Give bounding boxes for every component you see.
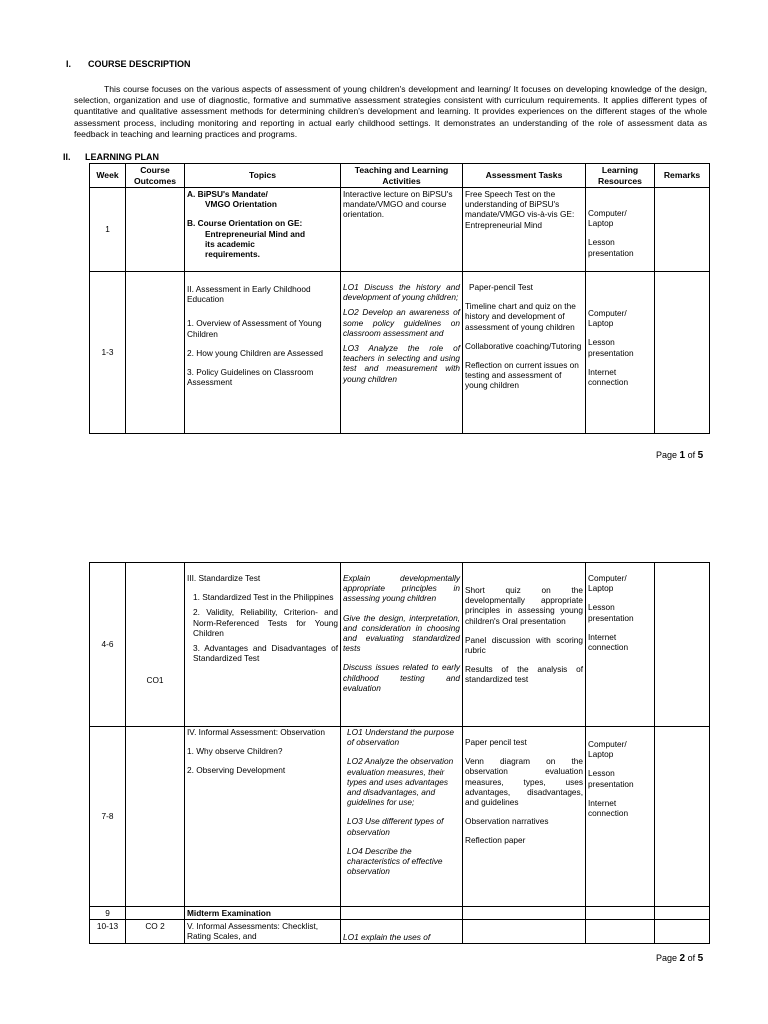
activity-cell [341,563,463,727]
activity-cell: Interactive lecture on BiPSU's mandate/VMGO and course orientation. [341,188,463,272]
activity-item: LO1 explain the uses of [343,932,431,942]
section-heading-learning-plan [63,152,159,162]
task-cell: Free Speech Test on the understanding of BiPSU's mandate/VMGO vis-à-vis GE: Entrepreneurial Mind [463,188,586,272]
topic-line: A. BiPSU's Mandate/ [187,189,268,199]
week-cell: 10-13 [90,920,126,944]
task-item: Panel discussion with scoring rubric [465,634,583,656]
topic-line: II. Assessment in Early Childhood Education [187,284,311,305]
week-cell: 1 [90,188,126,272]
resources-cell [586,272,655,434]
activity-item: LO1 Understand the purpose of observation [347,727,455,748]
topic-line: 3. Advantages and Disadvantages of Standardized Test [193,643,338,664]
task-item: Observation narratives [465,816,549,827]
remarks-cell [655,727,710,907]
topic-line: 2. Observing Development [187,765,286,776]
task-cell [463,272,586,434]
week-cell: 4-6 [90,563,126,727]
activity-item: Discuss issues related to early childhood testing and evaluation [343,662,460,693]
section-heading-course-description [66,59,191,69]
page-total: 5 [697,953,704,964]
remarks-cell [655,920,710,944]
task-item: Results of the analysis of standardized test [465,664,583,685]
outcome-cell [126,272,185,434]
topic-line: 3. Policy Guidelines on Classroom Assessment [187,367,314,388]
topic-cell [185,727,341,907]
resources-cell [586,563,655,727]
topic-line: 2. How young Children are Assessed [187,347,324,358]
topic-line: III. Standardize Test [187,573,261,583]
learning-plan-table-page-1 [89,163,710,434]
table-row [90,727,710,907]
topic-line: 1. Overview of Assessment of Young Children [187,318,322,339]
resource-item: Computer/ Laptop [588,308,627,329]
activity-item: Explain developmentally appropriate principles in assessing young children [343,573,460,604]
task-item: Collaborative coaching/Tutoring [465,340,582,351]
page-of: of [687,953,696,963]
topic-line: 1. Standardized Test in the Philippines [193,592,334,603]
table-row [90,563,710,727]
topic-line: 2. Validity, Reliability, Criterion- and Norm-Referenced Tests for Young Children [193,607,338,638]
resource-item: Lesson presentation [588,237,634,258]
activity-cell [341,727,463,907]
resources-cell [586,920,655,944]
learning-plan-table-page-2 [89,562,710,944]
resource-item: Computer/ Laptop [588,573,627,594]
outcome-cell [126,188,185,272]
header-activities: Teaching and Learning Activities [341,164,463,188]
task-item: Reflection on current issues on testing and assessment of young children [465,360,579,391]
resources-cell [586,727,655,907]
page-total: 5 [697,450,704,461]
topic-line: B. Course Orientation on GE: [187,218,303,229]
page-number-2 [656,953,703,964]
remarks-cell [655,272,710,434]
section-title: LEARNING PLAN [85,152,159,162]
topic-line: IV. Informal Assessment: Observation [187,727,326,737]
activity-cell [341,920,463,944]
topic-line: VMGO Orientation [205,199,277,210]
outcome-cell [126,727,185,907]
task-item: Reflection paper [465,835,526,846]
activity-item: LO3 Use different types of observation [347,816,444,837]
topic-cell [185,272,341,434]
outcome-cell: CO 2 [126,920,185,944]
section-title: COURSE DESCRIPTION [88,59,191,69]
page-of: of [687,450,696,460]
topic-line: 1. Why observe Children? [187,746,283,757]
task-item: Paper pencil test [465,737,527,747]
task-cell [463,563,586,727]
activity-item: Give the design, interpretation, and consideration in choosing and evaluating standardized tests [343,612,460,654]
topic-line: its academic [205,238,255,249]
table-header-row [90,164,710,188]
page-current: 2 [679,953,686,964]
task-item: Venn diagram on the observation evaluation measures, types, uses advantages, disadvantages, and guidelines [465,756,583,808]
header-learning-resources: Learning Resources [586,164,655,188]
course-description-paragraph [74,84,707,140]
resources-cell [586,907,655,920]
description-text: This course focuses on the various aspects of assessment of young children's development and learning/ It focuses on developing knowledge of the design, selection, organization and use of diagnostic, formative and summative assessment strategies consistent with curriculum requirements. It applies different types of quantitative and qualitative assessment methods for determining children's development and learning. It provides experiences on the different stages of the whole assessment process, including monitoring and reporting in actual early childhood settings. It demonstrates an understanding of the role of assessment data as feedback in teaching and learning practices and programs. [74,84,707,139]
resource-item: Internet connection [588,631,629,653]
week-cell: 9 [90,907,126,920]
section-numeral: II. [63,152,71,162]
remarks-cell [655,563,710,727]
resource-item: Computer/ Laptop [588,739,627,760]
topic-cell: V. Informal Assessments: Checklist, Rating Scales, and [185,920,341,944]
page-label: Page [656,450,678,460]
table-row [90,272,710,434]
header-course-outcomes: Course Outcomes [126,164,185,188]
task-item: Timeline chart and quiz on the history and development of assessment of young children [465,301,576,332]
activity-item: LO4 Describe the characteristics of effective observation [347,845,443,877]
week-cell: 1-3 [90,272,126,434]
topic-cell [185,563,341,727]
table-row [90,188,710,272]
resource-item: Internet connection [588,797,629,819]
header-assessment-tasks: Assessment Tasks [463,164,586,188]
remarks-cell [655,188,710,272]
topic-line: Entrepreneurial Mind and [205,228,306,239]
page-number-1 [656,450,703,461]
topic-line: requirements. [205,249,260,260]
task-item: Paper-pencil Test [469,282,533,292]
outcome-cell [126,907,185,920]
remarks-cell [655,907,710,920]
task-cell [463,920,586,944]
header-remarks: Remarks [655,164,710,188]
activity-cell [341,907,463,920]
activity-item: LO2 Analyze the observation evaluation measures, their types and uses advantages and disadvantages, and guidelines for use; [347,756,454,808]
resource-item: Computer/ Laptop [588,208,627,229]
task-item: Short quiz on the developmentally appropriate principles in assessing young children's Oral presentation [465,585,583,626]
resources-cell [586,188,655,272]
table-row [90,920,710,944]
outcome-label: CO1 [146,675,164,685]
activity-item: LO2 Develop an awareness of some policy guidelines on classroom assessment and [343,307,460,338]
page-label: Page [656,953,678,963]
activity-item: LO1 Discuss the history and development of young children; [343,282,460,303]
topic-cell: Midterm Examination [185,907,341,920]
resource-item: Internet connection [588,366,629,388]
resource-item: Lesson presentation [588,602,634,623]
task-cell [463,727,586,907]
header-topics: Topics [185,164,341,188]
activity-cell [341,272,463,434]
resource-item: Lesson presentation [588,337,634,358]
outcome-cell [126,563,185,727]
section-numeral: I. [66,59,72,69]
activity-item: LO3 Analyze the role of teachers in selecting and using test and measurement with young children [343,343,460,384]
task-cell [463,907,586,920]
resource-item: Lesson presentation [588,768,634,789]
page-current: 1 [679,450,686,461]
header-week: Week [90,164,126,188]
topic-cell [185,188,341,272]
table-row [90,907,710,920]
week-cell: 7-8 [90,727,126,907]
